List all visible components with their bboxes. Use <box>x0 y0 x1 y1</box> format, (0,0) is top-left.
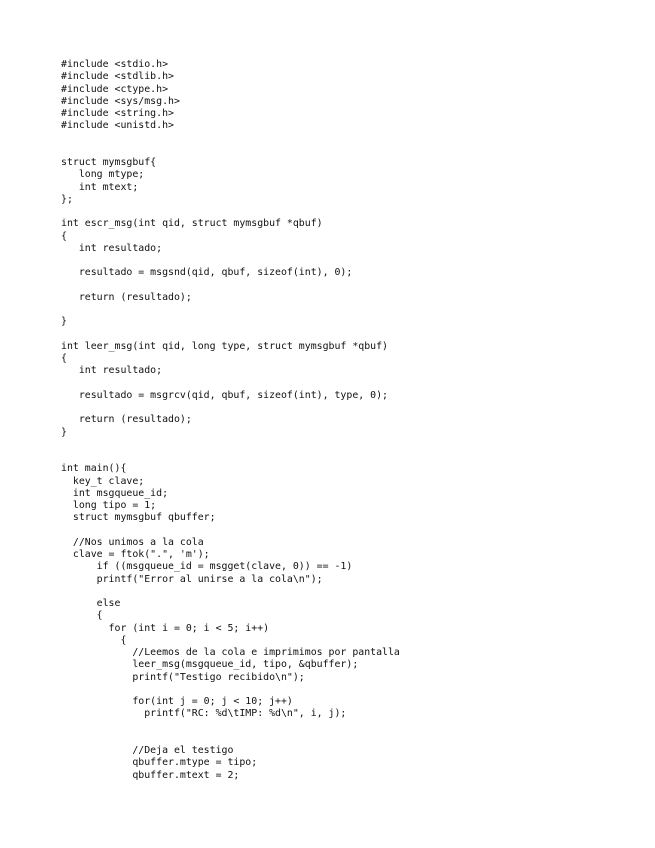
code-line: int resultado; <box>61 242 163 254</box>
code-line <box>61 402 400 414</box>
code-line: clave = ftok(".", 'm'); <box>61 549 210 560</box>
code-line: resultado = msgrcv(qid, qbuf, sizeof(int), type, 0); <box>61 389 388 401</box>
code-line: #include <stdlib.h> <box>61 71 174 83</box>
code-line: { <box>61 353 67 364</box>
code-line: leer_msg(msgqueue_id, tipo, &qbuffer); <box>61 659 359 671</box>
code-line: #include <sys/msg.h> <box>61 95 180 107</box>
code-line: return (resultado); <box>61 291 192 303</box>
code-line: } <box>61 316 67 328</box>
code-line: }; <box>61 193 73 205</box>
code-line: printf("Error al unirse a la cola\n"); <box>61 573 323 585</box>
code-line: //Deja el testigo <box>61 745 234 756</box>
code-line: int mtext; <box>61 181 139 193</box>
code-line: #include <ctype.h> <box>61 83 169 95</box>
code-line <box>61 586 400 598</box>
code-line: for(int j = 0; j < 10; j++) <box>61 696 293 707</box>
code-line: if ((msgqueue_id = msgget(clave, 0)) == -1) <box>61 561 353 573</box>
code-line: //Nos unimos a la cola <box>61 536 204 548</box>
code-line: for (int i = 0; i < 5; i++) <box>61 622 270 634</box>
code-line: int escr_msg(int qid, struct mymsgbuf *qbuf) <box>61 218 323 230</box>
code-line <box>61 684 400 696</box>
code-line: struct mymsgbuf qbuffer; <box>61 512 216 524</box>
code-line <box>61 525 400 537</box>
code-line: int resultado; <box>61 365 163 377</box>
code-line: qbuffer.mtext = 2; <box>61 769 240 781</box>
code-line <box>61 145 400 157</box>
code-line: struct mymsgbuf{ <box>61 157 157 168</box>
code-line <box>61 439 400 451</box>
code-line <box>61 378 400 390</box>
code-line: qbuffer.mtype = tipo; <box>61 757 258 769</box>
code-line: int main(){ <box>61 463 127 475</box>
code-line <box>61 255 400 267</box>
code-line: int msgqueue_id; <box>61 487 169 499</box>
code-line: } <box>61 426 67 438</box>
code-line: printf("RC: %d\tIMP: %d\n", i, j); <box>61 708 347 720</box>
code-line <box>61 133 400 145</box>
code-line: long mtype; <box>61 169 145 181</box>
code-line: printf("Testigo recibido\n"); <box>61 671 305 683</box>
code-line: int leer_msg(int qid, long type, struct mymsgbuf *qbuf) <box>61 340 388 352</box>
code-line: resultado = msgsnd(qid, qbuf, sizeof(int), 0); <box>61 267 353 279</box>
code-line <box>61 733 400 745</box>
code-line: #include <string.h> <box>61 108 174 119</box>
code-line <box>61 304 400 316</box>
code-line: { <box>61 610 103 622</box>
code-line: return (resultado); <box>61 414 192 426</box>
code-line: long tipo = 1; <box>61 500 157 511</box>
code-line: key_t clave; <box>61 475 145 487</box>
code-line: //Leemos de la cola e imprimimos por pantalla <box>61 647 400 658</box>
code-line: else <box>61 598 121 609</box>
code-line <box>61 280 400 292</box>
code-line: #include <stdio.h> <box>61 59 169 70</box>
code-line <box>61 721 400 733</box>
code-line <box>61 451 400 463</box>
code-line: { <box>61 634 127 646</box>
code-line: #include <unistd.h> <box>61 120 174 132</box>
code-line <box>61 206 400 218</box>
code-line: { <box>61 230 67 242</box>
code-line <box>61 329 400 341</box>
source-code-block <box>61 59 400 782</box>
